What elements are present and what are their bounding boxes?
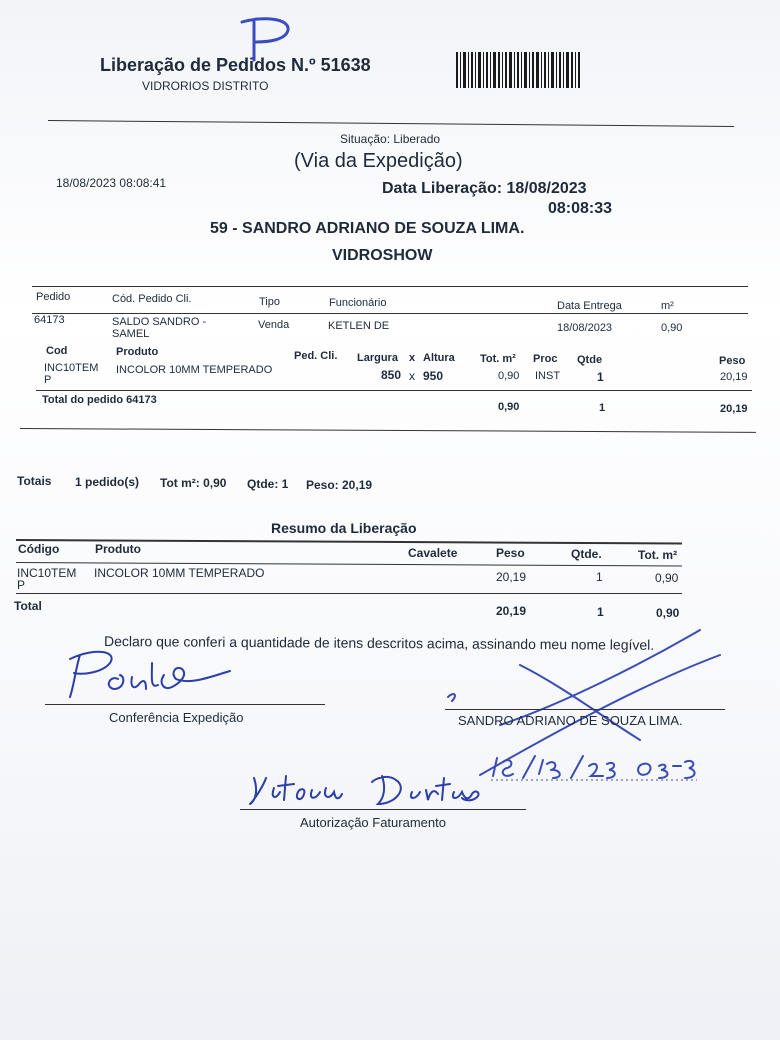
item-col-qtde: Qtde [577,354,603,366]
row-cod-cli-1: SALDO SANDRO - [112,316,207,328]
item-col-peso: Peso [719,355,746,367]
order-total-m2: 0,90 [498,401,520,413]
row-cod-cli-2: SAMEL [112,328,150,340]
item-col-x: x [409,352,416,364]
signature-faturamento [236,768,486,810]
release-date: Data Liberação: 18/08/2023 [382,180,587,197]
totais-peso: Peso: 20,19 [306,478,373,492]
header-divider [48,120,734,127]
cliente-label: SANDRO ADRIANO DE SOUZA LIMA. [458,713,683,728]
item-col-produto: Produto [116,346,159,358]
item-peso: 20,19 [720,371,748,383]
resumo-qtde: 1 [596,570,603,584]
resumo-peso: 20,19 [496,570,527,584]
conferencia-line [45,704,325,705]
via-text: (Via da Expedição) [294,150,463,172]
client-name: 59 - SANDRO ADRIANO DE SOUZA LIMA. [210,220,525,237]
resumo-col-peso: Peso [496,546,525,560]
resumo-col-tot-m2: Tot. m² [638,548,678,562]
client-company: VIDROSHOW [332,247,433,264]
totais-pedidos: 1 pedido(s) [75,475,140,489]
col-m2: m² [661,300,674,312]
document-title: Liberação de Pedidos N.º 51638 [100,55,371,75]
item-col-proc: Proc [533,353,558,365]
faturamento-line [240,809,526,810]
item-x: x [409,369,415,383]
print-datetime: 18/08/2023 08:08:41 [56,176,167,190]
resumo-total-qtde: 1 [597,605,604,619]
resumo-codigo-2: P [17,578,26,592]
resumo-col-cavalete: Cavalete [408,546,458,560]
col-cod-cli: Cód. Pedido Cli. [112,293,192,305]
order-header-divider [32,313,748,314]
order-total-peso: 20,19 [720,403,748,415]
item-col-ped-cli: Ped. Cli. [294,350,338,362]
order-total-label: Total do pedido 64173 [42,394,157,406]
resumo-total-label: Total [14,599,42,613]
order-total-qtde: 1 [599,402,606,414]
item-col-altura: Altura [423,352,455,364]
item-col-cod: Cod [46,345,68,357]
conferencia-label: Conferência Expedição [109,710,244,725]
resumo-tot-m2: 0,90 [655,571,679,585]
company-name: VIDRORIOS DISTRITO [142,79,269,93]
item-produto: INCOLOR 10MM TEMPERADO [116,364,273,376]
totais-qtde: Qtde: 1 [247,477,289,491]
release-time: 08:08:33 [548,200,613,217]
item-largura: 850 [381,368,402,382]
handwritten-date [485,752,705,784]
item-proc: INST [535,370,561,382]
order-table-top [32,286,748,287]
resumo-col-qtde: Qtde. [571,547,602,561]
row-data-entrega: 18/08/2023 [557,322,613,334]
col-data-entrega: Data Entrega [557,300,622,312]
faturamento-label: Autorização Faturamento [300,815,446,830]
order-table-bottom [20,428,756,433]
resumo-total-peso: 20,19 [496,604,527,618]
signature-conferencia [40,645,250,705]
totais-label: Totais [17,474,52,488]
resumo-codigo-1: INC10TEM [17,566,77,580]
barcode [456,52,580,88]
item-col-largura: Largura [357,352,398,364]
item-col-tot-m2: Tot. m² [480,353,516,365]
order-total-divider [36,390,752,391]
cliente-line [445,709,725,710]
resumo-col-produto: Produto [95,542,141,556]
resumo-produto: INCOLOR 10MM TEMPERADO [94,566,265,580]
resumo-total-divider [16,593,682,594]
row-funcionario: KETLEN DE [328,320,390,332]
col-pedido: Pedido [36,291,71,303]
totais-m2: Tot m²: 0,90 [160,476,227,490]
col-tipo: Tipo [259,296,280,308]
item-altura: 950 [423,369,444,383]
item-cod-2: P [44,374,52,386]
row-pedido: 64173 [34,314,65,326]
resumo-total-tot-m2: 0,90 [656,606,680,620]
row-tipo: Venda [258,319,290,331]
status-text: Situação: Liberado [340,132,441,146]
item-cod-1: INC10TEM [44,362,99,374]
resumo-col-codigo: Código [18,542,60,556]
item-tot-m2: 0,90 [498,370,520,382]
resumo-title: Resumo da Liberação [271,520,417,536]
col-funcionario: Funcionário [329,297,387,309]
row-m2: 0,90 [661,322,683,334]
declaration-text: Declaro que conferi a quantidade de itens descritos acima, assinando meu nome legível. [103,633,655,653]
item-qtde: 1 [597,370,604,384]
